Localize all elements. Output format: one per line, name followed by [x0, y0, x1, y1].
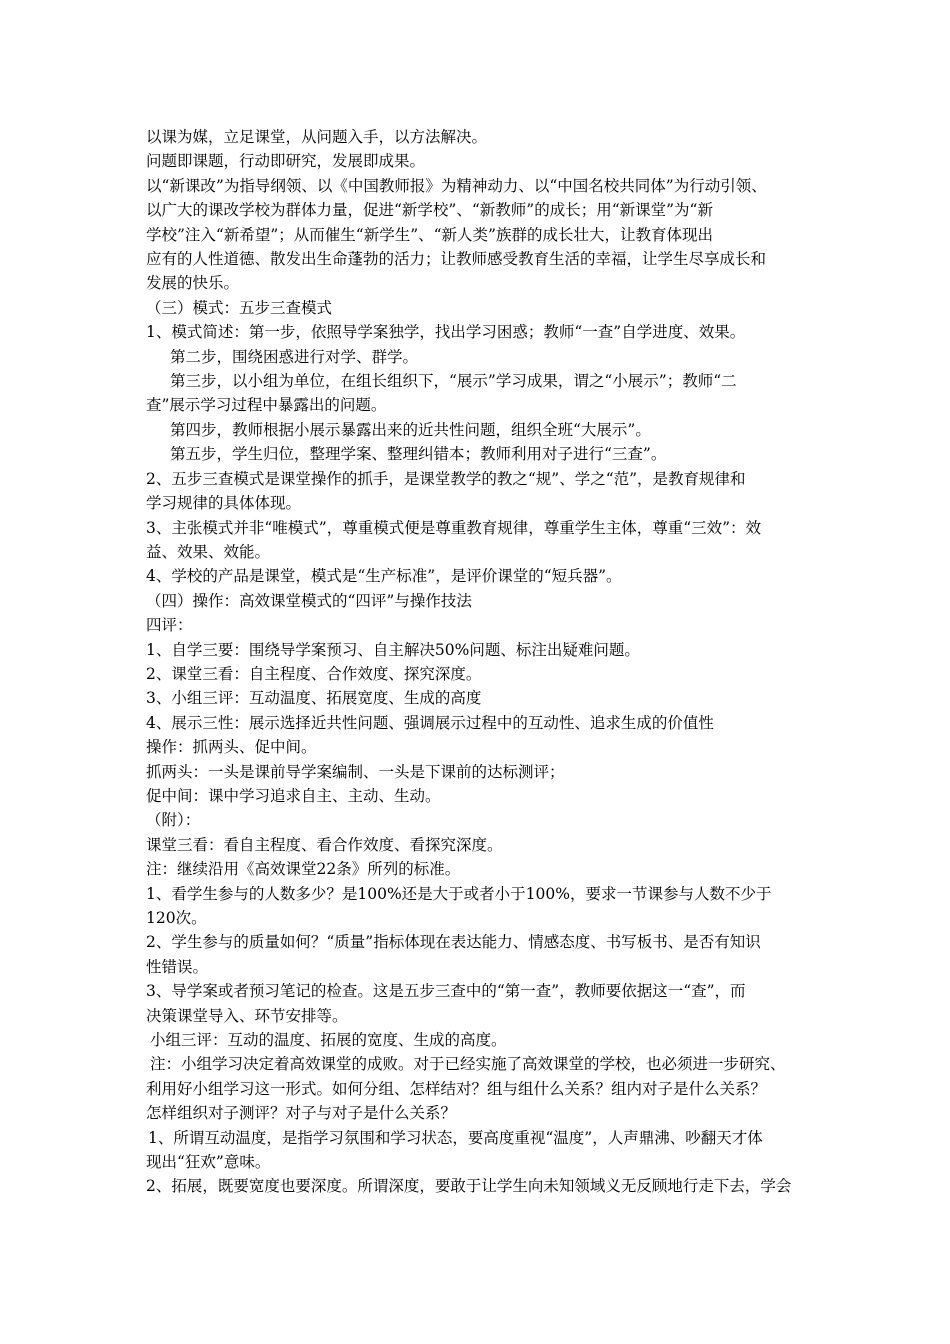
paragraph-line: 120次。: [146, 909, 207, 927]
paragraph-line: 怎样组织对子测评？对子与对子是什么关系？: [146, 1104, 457, 1123]
list-item: 2、学生参与的质量如何？“质量”指标体现在表达能力、情感态度、书写板书、是否有知识: [146, 933, 761, 952]
paragraph-line: 问题即课题，行动即研究，发展即成果。: [146, 152, 426, 171]
paragraph-line: 以“新课改”为指导纲领、以《中国教师报》为精神动力、以“中国名校共同体”为行动引领、: [146, 176, 767, 195]
list-item: 1、所谓互动温度，是指学习氛围和学习状态，要高度重视“温度”，人声鼎沸、吵翻天才体: [148, 1128, 763, 1147]
paragraph-line: 学习规律的具体体现。: [146, 494, 302, 513]
paragraph-line: 以广大的课改学校为群体力量，促进“新学校”、“新教师”的成长；用“新课堂”为“新: [146, 201, 713, 220]
list-item: 2、拓展，既要宽度也要深度。所谓深度，要敢于让学生向未知领域义无反顾地行走下去，学会: [146, 1177, 792, 1196]
paragraph-line: 课堂三看：看自主程度、看合作效度、看探究深度。: [146, 835, 503, 854]
list-item: 1、看学生参与的人数多少？是100%还是大于或者小于100%，要求一节课参与人数不少于: [146, 884, 772, 903]
paragraph-line: 操作：抓两头、促中间。: [146, 738, 317, 757]
list-item: 4、展示三性：展示选择近共性问题、强调展示过程中的互动性、追求生成的价值性: [146, 713, 714, 732]
paragraph-line: 促中间：课中学习追求自主、主动、生动。: [146, 786, 441, 805]
section-heading: （附）：: [146, 811, 201, 830]
paragraph-line: 决策课堂导入、环节安排等。: [146, 1006, 348, 1025]
paragraph-line: 查”展示学习过程中暴露出的问题。: [146, 396, 387, 415]
list-item: 4、学校的产品是课堂，模式是“生产标准”，是评价课堂的“短兵器”。: [146, 567, 622, 586]
paragraph-line: 性错误。: [146, 957, 209, 976]
paragraph-line: 益、效果、效能。: [146, 542, 271, 561]
list-item: 3、小组三评：互动温度、拓展宽度、生成的高度: [146, 689, 482, 708]
list-item: 1、模式简述：第一步，依照导学案独学，找出学习困惑；教师“一查”自学进度、效果。: [146, 323, 746, 342]
paragraph-line: 现出“狂欢”意味。: [146, 1153, 271, 1172]
list-item: 3、主张模式并非“唯模式”，尊重模式便是尊重教育规律，尊重学生主体，尊重“三效”：效: [146, 518, 762, 537]
list-item: 2、五步三查模式是课堂操作的抓手，是课堂教学的教之“规”、学之“范”，是教育规律和: [146, 469, 746, 488]
section-heading: （四）操作：高效课堂模式的“四评”与操作技法: [146, 591, 472, 610]
paragraph-line: 抓两头：一头是课前导学案编制、一头是下课前的达标测评；: [146, 762, 565, 781]
paragraph-line: 以课为媒，立足课堂，从问题入手，以方法解决。: [146, 128, 488, 146]
document-body: [146, 125, 811, 1199]
paragraph-line: 学校”注入“新希望”；从而催生“新学生”、“新人类”族群的成长壮大，让教育体现出: [146, 225, 713, 244]
list-item: 3、导学案或者预习笔记的检查。这是五步三查中的“第一查”，教师要依据这一“查”，而: [146, 982, 746, 1001]
step-line: 第四步，教师根据小展示暴露出来的近共性问题，组织全班“大展示”。: [170, 420, 651, 439]
paragraph-line: 小组三评：互动的温度、拓展的宽度、生成的高度。: [150, 1031, 507, 1050]
list-item: 2、课堂三看：自主程度、合作效度、探究深度。: [146, 664, 482, 683]
paragraph-line: 注：继续沿用《高效课堂22条》所列的标准。: [146, 860, 461, 879]
paragraph-line: 注：小组学习决定着高效课堂的成败。对于已经实施了高效课堂的学校，也必须进一步研究、: [150, 1055, 786, 1074]
step-line: 第二步，围绕困惑进行对学、群学。: [170, 347, 419, 366]
step-line: 第五步，学生归位，整理学案、整理纠错本；教师利用对子进行“三查”。: [170, 445, 667, 464]
section-heading: （三）模式：五步三查模式: [146, 298, 333, 317]
list-item: 1、自学三要：围绕导学案预习、自主解决50%问题、标注出疑难问题。: [146, 640, 640, 659]
paragraph-line: 利用好小组学习这一形式。如何分组、怎样结对？组与组什么关系？组内对子是什么关系？: [146, 1079, 767, 1098]
paragraph-line: 四评：: [146, 616, 193, 635]
paragraph-line: 发展的快乐。: [146, 274, 240, 293]
step-line: 第三步，以小组为单位，在组长组织下，“展示”学习成果，谓之“小展示”；教师“二: [170, 372, 737, 391]
paragraph-line: 应有的人性道德、散发出生命蓬勃的活力；让教师感受教育生活的幸福，让学生尽享成长和: [146, 250, 767, 269]
